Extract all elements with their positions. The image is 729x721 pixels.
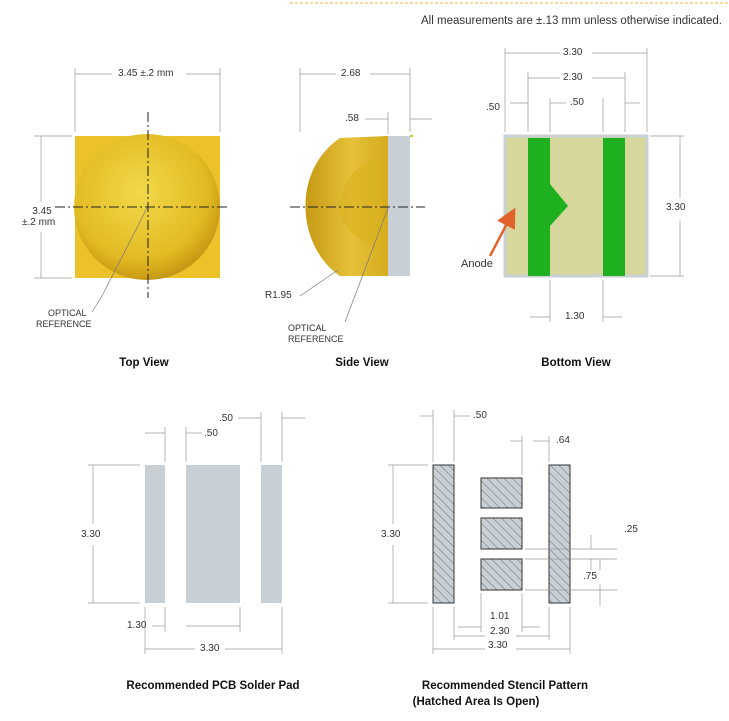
stencil-slot-2 bbox=[481, 518, 522, 549]
stencil-slot-height: .75 bbox=[583, 571, 597, 582]
pcb-pad-dim-a: .50 bbox=[219, 413, 233, 424]
bottom-view-inner-width: 2.30 bbox=[563, 72, 583, 83]
stencil-pad-left bbox=[433, 465, 454, 603]
bottom-view-caption: Bottom View bbox=[541, 357, 611, 369]
side-view-ref-line2: REFERENCE bbox=[288, 334, 344, 344]
bottom-view-cathode-contact bbox=[603, 138, 625, 276]
top-view-width-dim: 3.45 ±.2 mm bbox=[118, 68, 174, 79]
pcb-pad-drawing bbox=[88, 412, 305, 654]
top-view-caption: Top View bbox=[119, 357, 169, 369]
side-view-thickness-dim: .58 bbox=[345, 113, 359, 124]
stencil-inner-span: 2.30 bbox=[490, 626, 510, 637]
pcb-pad-right bbox=[261, 465, 282, 603]
top-view-ref-line1: OPTICAL bbox=[48, 308, 87, 318]
stencil-caption-line1: Recommended Stencil Pattern bbox=[421, 680, 589, 692]
top-view-height-dim-2: ±.2 mm bbox=[22, 217, 56, 228]
top-view-height-dim-1: 3.45 bbox=[32, 206, 52, 217]
stencil-height: 3.30 bbox=[381, 529, 401, 540]
side-view-radius-dim: R1.95 bbox=[265, 290, 292, 301]
stencil-slot-gap: .25 bbox=[624, 524, 638, 535]
stencil-pad-width: .50 bbox=[473, 410, 487, 421]
stencil-slot-1 bbox=[481, 478, 522, 508]
bottom-view-height: 3.30 bbox=[666, 202, 686, 213]
side-view-ref-line1: OPTICAL bbox=[288, 323, 327, 333]
stencil-center-width: 1.01 bbox=[490, 611, 510, 622]
pcb-pad-height: 3.30 bbox=[81, 529, 101, 540]
pcb-pad-dim-b: .50 bbox=[204, 428, 218, 439]
pcb-pad-center bbox=[186, 465, 240, 603]
stencil-overall: 3.30 bbox=[488, 640, 508, 651]
bottom-view-drawing bbox=[490, 48, 684, 322]
side-view-substrate bbox=[388, 136, 410, 276]
side-view-width-dim: 2.68 bbox=[341, 68, 361, 79]
bottom-view-substrate bbox=[505, 136, 647, 276]
pcb-pad-overall: 3.30 bbox=[200, 643, 220, 654]
bottom-view-pad-gap: 1.30 bbox=[565, 311, 585, 322]
pcb-pad-gap: 1.30 bbox=[127, 620, 147, 631]
pcb-pad-left bbox=[145, 465, 165, 603]
bottom-view-pad-right: .50 bbox=[570, 97, 584, 108]
anode-label: Anode bbox=[461, 258, 493, 270]
stencil-slot-3 bbox=[481, 559, 522, 590]
stencil-right-offset: .64 bbox=[556, 435, 570, 446]
bottom-view-pad-left: .50 bbox=[486, 102, 500, 113]
measurement-note: All measurements are ±.13 mm unless otherwise indicated. bbox=[421, 15, 722, 27]
side-view-drawing bbox=[290, 68, 432, 322]
pcb-pad-caption: Recommended PCB Solder Pad bbox=[126, 680, 300, 692]
top-view-ref-line2: REFERENCE bbox=[36, 319, 92, 329]
stencil-caption-line2: (Hatched Area Is Open) bbox=[412, 696, 540, 708]
top-view-drawing bbox=[34, 68, 228, 312]
side-view-caption: Side View bbox=[335, 357, 389, 369]
bottom-view-overall-width: 3.30 bbox=[563, 47, 583, 58]
stencil-pad-right bbox=[549, 465, 570, 603]
